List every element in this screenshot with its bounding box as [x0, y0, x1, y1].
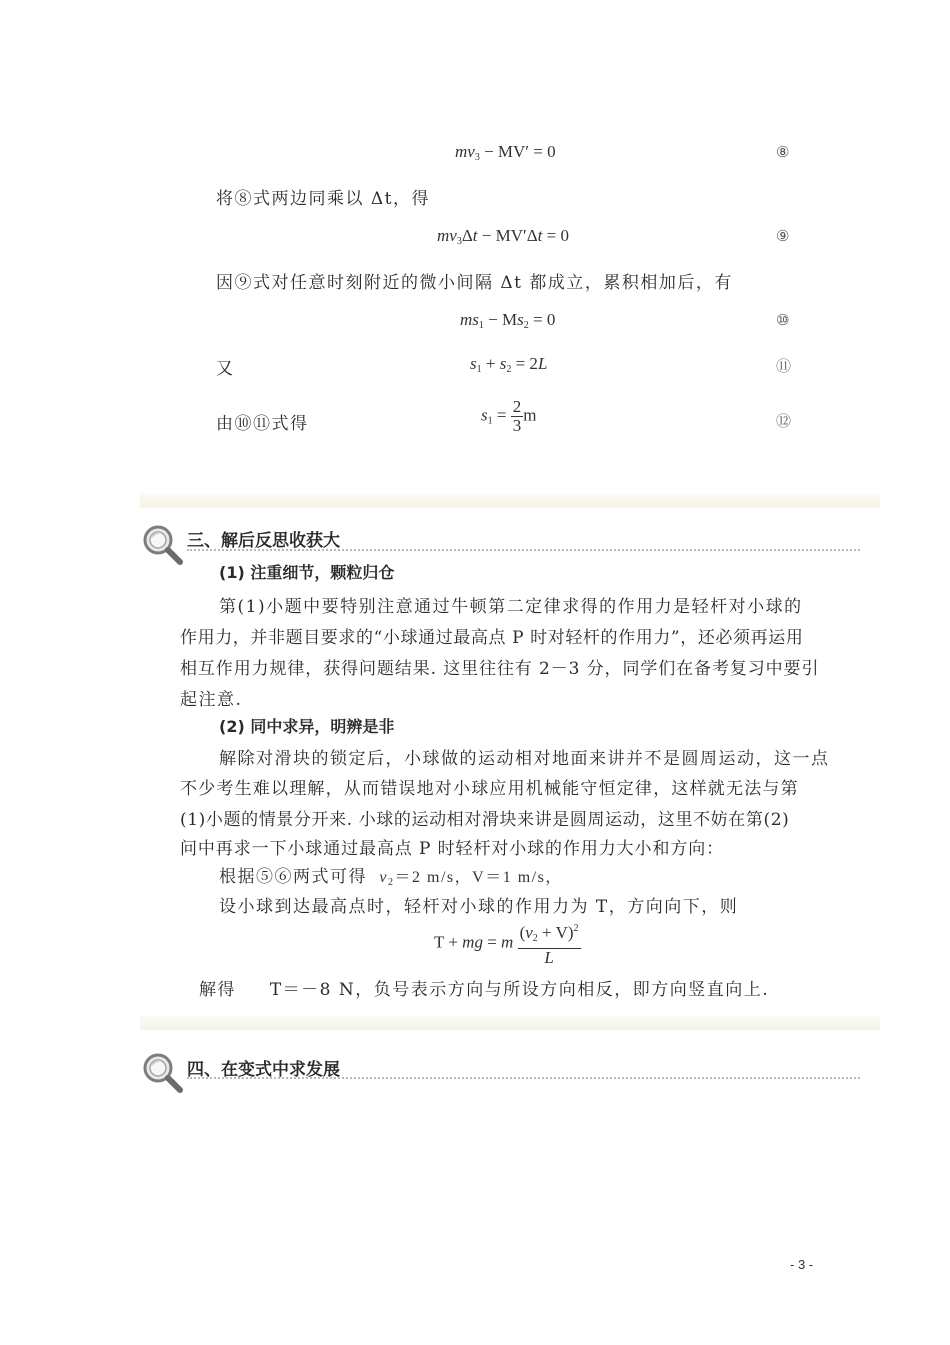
equation-9: $mv_3\Delta t - MV'\Delta t = 0$: [437, 226, 569, 247]
equation-number-10: ⑩: [776, 311, 790, 329]
text-from-eqs: 由⑩⑪式得: [216, 414, 309, 434]
solution-label: 解得: [199, 980, 236, 1000]
equation-number-12: ⑫: [776, 412, 792, 430]
equation-12: $s_1$ = $\frac{2}{3}$ m: [481, 397, 537, 435]
paragraph-2-line-1: 解除对滑块的锁定后，小球做的运动相对地面来讲并不是圆周运动，这一点: [219, 749, 830, 769]
assume-line: 设小球到达最高点时，轻杆对小球的作用力为 T，方向向下，则: [219, 897, 739, 917]
subheading-2: (2) 同中求异，明辨是非: [219, 717, 395, 736]
magnifier-icon: [140, 522, 186, 570]
section-3-dotted-rule: [187, 549, 860, 551]
equation-number-9: ⑨: [776, 227, 790, 245]
magnifier-icon-2: [140, 1050, 186, 1098]
force-equation: T + mg = m $\frac{(v_2 + V)^2}{L}$: [434, 920, 581, 967]
paragraph-2-line-2: 不少考生难以理解，从而错误地对小球应用机械能守恒定律，这样就无法与第: [180, 779, 799, 799]
paragraph-1-line-1: 第(1)小题中要特别注意通过牛顿第二定律求得的作用力是轻杆对小球的: [219, 597, 803, 617]
section-4-dotted-rule: [187, 1077, 860, 1079]
page-number: - 3 -: [790, 1257, 814, 1272]
equation-10: $ms_1 - Ms_2 = 0$: [460, 310, 556, 331]
equation-8: $mv_3 - MV' = 0$: [455, 142, 556, 163]
paragraph-1-line-2: 作用力，并非题目要求的“小球通过最高点 P 时对轻杆的作用力”，还必须再运用: [180, 628, 804, 648]
solution-line: [199, 975, 769, 1000]
text-accumulate: 因⑨式对任意时刻附近的微小间隔 Δt 都成立，累积相加后，有: [216, 273, 733, 293]
given-values-prefix: 根据⑤⑥两式可得: [219, 867, 367, 887]
text-again: 又: [216, 359, 235, 379]
section-divider-band: [140, 494, 880, 508]
given-values-line: [219, 862, 563, 888]
equation-number-8: ⑧: [776, 143, 790, 161]
section-4-heading: 四、在变式中求发展: [187, 1060, 340, 1080]
paragraph-2-line-3: (1)小题的情景分开来. 小球的运动相对滑块来讲是圆周运动，这里不妨在第(2): [180, 810, 790, 830]
subheading-1: (1) 注重细节，颗粒归仓: [219, 563, 395, 582]
section-3-heading: 三、解后反思收获大: [187, 531, 340, 551]
equation-number-11: ⑪: [776, 357, 792, 375]
paragraph-1-line-4: 起注意.: [180, 690, 243, 710]
section-divider-band-2: [140, 1016, 880, 1030]
paragraph-2-line-4: 问中再求一下小球通过最高点 P 时轻杆对小球的作用力大小和方向：: [180, 839, 725, 859]
paragraph-1-line-3: 相互作用力规律，获得问题结果. 这里往往有 2－3 分，同学们在备考复习中要引: [180, 659, 820, 679]
given-values-equation: $v_2=2$ m/s，V＝1 m/s，: [379, 869, 563, 888]
solution-text: T＝－8 N，负号表示方向与所设方向相反，即方向竖直向上.: [269, 980, 770, 1000]
text-multiply-both-sides: 将⑧式两边同乘以 Δt，得: [216, 189, 431, 209]
equation-11: $s_1 + s_2 = 2L$: [470, 354, 548, 375]
